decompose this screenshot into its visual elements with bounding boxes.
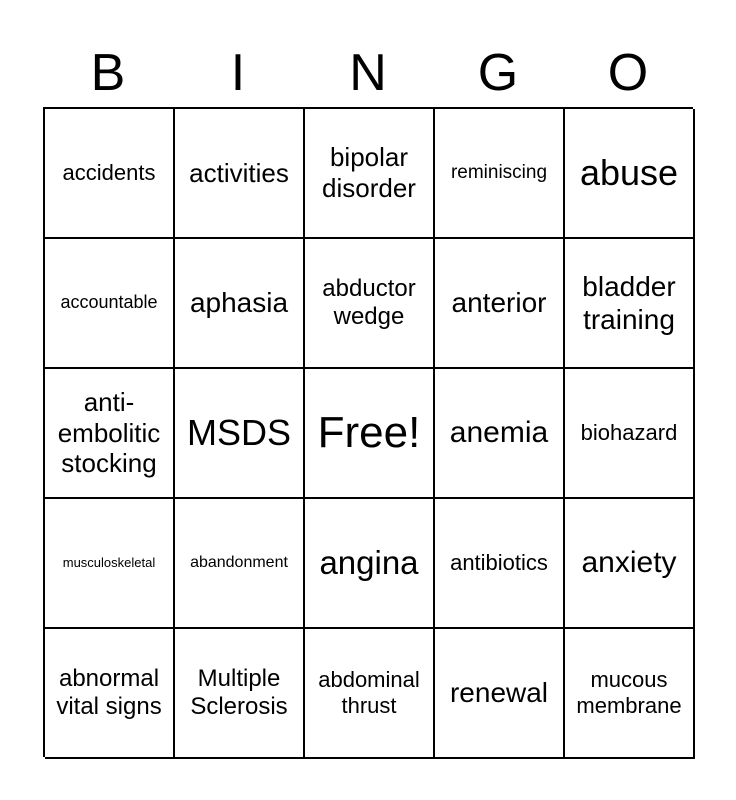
- bingo-cell[interactable]: [435, 629, 565, 759]
- bingo-cell[interactable]: [175, 499, 305, 629]
- bingo-cell[interactable]: [175, 369, 305, 499]
- cell-label: activities: [189, 157, 289, 188]
- free-space-label: Free!: [317, 408, 421, 458]
- cell-label: anemia: [449, 416, 549, 450]
- cell-label: bladder training: [582, 270, 676, 335]
- cell-label: accidents: [62, 160, 156, 186]
- header-letter-b: B: [90, 44, 126, 102]
- cell-label: bipolar disorder: [322, 142, 416, 203]
- bingo-cell[interactable]: [305, 239, 435, 369]
- cell-label: angina: [319, 543, 419, 581]
- cell-label: abuse: [579, 151, 679, 193]
- cell-label: accountable: [60, 292, 158, 313]
- cell-label: abandonment: [190, 553, 288, 571]
- bingo-cell[interactable]: [435, 499, 565, 629]
- cell-label: reminiscing: [450, 161, 548, 183]
- bingo-cell[interactable]: [45, 369, 175, 499]
- cell-label: anxiety: [581, 546, 677, 580]
- cell-label: abductor wedge: [322, 274, 416, 330]
- cell-label: mucous membrane: [576, 667, 682, 718]
- bingo-cell[interactable]: [565, 369, 695, 499]
- bingo-cell[interactable]: [45, 499, 175, 629]
- bingo-cell[interactable]: [45, 239, 175, 369]
- bingo-header: [43, 42, 693, 104]
- bingo-cell[interactable]: [565, 239, 695, 369]
- cell-label: MSDS: [186, 411, 291, 453]
- bingo-cell[interactable]: [565, 109, 695, 239]
- bingo-cell[interactable]: [565, 629, 695, 759]
- cell-label: renewal: [449, 677, 549, 709]
- bingo-card-grid: [43, 107, 693, 757]
- cell-label: Multiple Sclerosis: [190, 664, 288, 720]
- bingo-cell[interactable]: [175, 629, 305, 759]
- header-letter-i: I: [230, 44, 246, 102]
- header-letter-n: N: [349, 44, 387, 102]
- bingo-cell: [305, 369, 435, 499]
- bingo-cell[interactable]: [435, 239, 565, 369]
- header-letter-o: O: [607, 44, 649, 102]
- bingo-cell[interactable]: [565, 499, 695, 629]
- bingo-cell[interactable]: [305, 499, 435, 629]
- cell-label: musculoskeletal: [62, 555, 156, 571]
- bingo-cell[interactable]: [45, 109, 175, 239]
- bingo-cell[interactable]: [435, 369, 565, 499]
- cell-label: biohazard: [580, 420, 678, 446]
- bingo-cell[interactable]: [435, 109, 565, 239]
- cell-label: anterior: [451, 287, 547, 319]
- bingo-cell[interactable]: [305, 109, 435, 239]
- cell-label: anti-embolitic stocking: [57, 386, 161, 479]
- bingo-cell[interactable]: [305, 629, 435, 759]
- cell-label: aphasia: [189, 287, 289, 319]
- header-letter-g: G: [477, 44, 519, 102]
- bingo-cell[interactable]: [175, 239, 305, 369]
- bingo-cell[interactable]: [45, 629, 175, 759]
- cell-label: abdominal thrust: [318, 667, 420, 718]
- cell-label: abnormal vital signs: [56, 664, 162, 720]
- cell-label: antibiotics: [450, 550, 548, 576]
- bingo-cell[interactable]: [175, 109, 305, 239]
